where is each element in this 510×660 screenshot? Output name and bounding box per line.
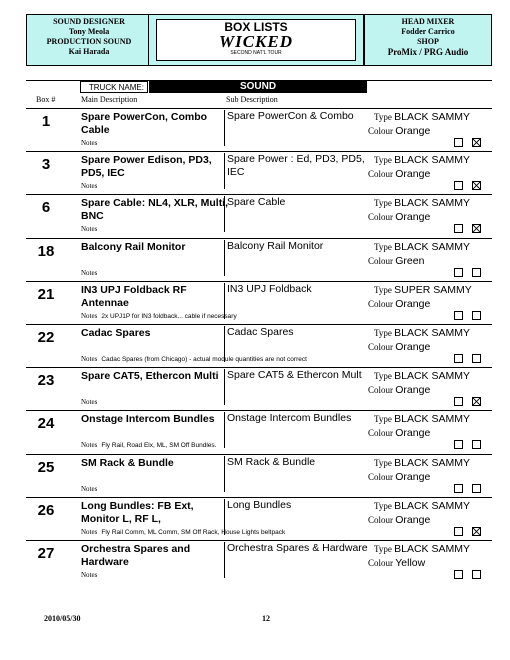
page-title: BOX LISTS xyxy=(224,20,288,34)
notes-text: Fly Rail Comm, ML Comm, SM Off Rack, House Lights beltpack xyxy=(101,528,286,536)
colour-label: Colour xyxy=(368,212,394,223)
main-description: IN3 UPJ Foldback RF Antennae xyxy=(81,283,187,309)
checkbox-left[interactable] xyxy=(454,354,463,363)
colour-label: Colour xyxy=(368,471,394,482)
type-field xyxy=(374,457,470,470)
colour-label: Colour xyxy=(368,428,394,439)
colour-field xyxy=(368,471,430,484)
type-label: Type xyxy=(374,198,392,209)
box-number: 1 xyxy=(41,113,51,130)
footer-date: 2010/05/30 xyxy=(44,614,81,623)
type-value: BLACK SAMMY xyxy=(394,543,470,555)
type-value: BLACK SAMMY xyxy=(394,413,470,426)
notes xyxy=(81,139,101,147)
main-description: Long Bundles: FB Ext, Monitor L, RF L, xyxy=(81,499,194,525)
main-description: SM Rack & Bundle xyxy=(81,456,174,469)
colour-value: Green xyxy=(395,254,425,267)
type-label: Type xyxy=(374,371,392,382)
type-label: Type xyxy=(374,284,392,295)
type-label: Type xyxy=(374,328,392,338)
notes xyxy=(81,269,101,277)
notes-label: Notes xyxy=(81,398,98,407)
type-label: Type xyxy=(374,457,392,468)
type-field xyxy=(374,111,470,124)
checkbox-left[interactable] xyxy=(454,570,463,579)
type-field xyxy=(374,284,472,297)
header-center-box xyxy=(148,14,364,66)
sound-designer-label: SOUND DESIGNER xyxy=(53,17,125,26)
checkbox-left[interactable] xyxy=(454,484,463,493)
colour-field xyxy=(368,341,430,354)
type-value: BLACK SAMMY xyxy=(394,197,470,210)
colour-value: Orange xyxy=(395,211,431,224)
sub-description: Orchestra Spares & Hardware xyxy=(224,542,375,578)
colour-field xyxy=(368,427,430,440)
checkbox-right[interactable] xyxy=(472,527,481,536)
notes-label: Notes xyxy=(81,484,98,493)
sound-designer-name: Tony Meola xyxy=(68,27,110,36)
notes-label: Notes xyxy=(81,311,98,320)
box-row xyxy=(26,540,492,583)
type-field xyxy=(374,413,470,426)
box-number: 6 xyxy=(41,199,51,217)
colour-field xyxy=(368,125,430,138)
box-row xyxy=(26,454,492,497)
type-value: BLACK SAMMY xyxy=(394,240,470,253)
colour-value: Yellow xyxy=(395,557,426,569)
box-number: 25 xyxy=(37,458,55,476)
checkbox-right[interactable] xyxy=(472,268,481,277)
truck-name-value: SOUND xyxy=(149,81,367,93)
notes xyxy=(81,571,101,579)
sub-description: IN3 UPJ Foldback xyxy=(224,283,375,319)
colour-label: Colour xyxy=(368,169,394,180)
box-row xyxy=(26,238,492,281)
col-box-number: Box # xyxy=(36,95,56,104)
checkbox-right[interactable] xyxy=(472,311,481,320)
main-description: Orchestra Spares and Hardware xyxy=(81,543,191,568)
type-value: BLACK SAMMY xyxy=(394,456,470,469)
checkbox-right[interactable] xyxy=(472,181,481,190)
col-sub-description: Sub Description xyxy=(226,95,278,104)
notes-text: 2x UPJ1P for IN3 foldback... cable if necessary xyxy=(101,312,237,320)
notes-label: Notes xyxy=(81,268,98,277)
colour-field xyxy=(368,168,430,181)
box-number: 24 xyxy=(37,415,55,433)
sub-description: Onstage Intercom Bundles xyxy=(224,412,375,448)
type-field xyxy=(374,241,470,254)
box-row xyxy=(26,281,492,324)
colour-value: Orange xyxy=(395,427,431,440)
colour-value: Orange xyxy=(395,168,431,181)
type-value: BLACK SAMMY xyxy=(394,370,470,383)
colour-label: Colour xyxy=(368,514,394,525)
checkbox-right[interactable] xyxy=(472,484,481,493)
checkbox-right[interactable] xyxy=(472,570,481,579)
colour-label: Colour xyxy=(368,255,394,266)
type-field xyxy=(374,543,470,556)
box-number: 22 xyxy=(37,329,55,346)
type-label: Type xyxy=(374,241,392,252)
colour-field xyxy=(368,384,430,397)
sub-description: Spare PowerCon & Combo xyxy=(224,110,375,146)
colour-label: Colour xyxy=(368,298,394,309)
notes xyxy=(81,398,101,406)
type-field xyxy=(374,154,470,167)
type-label: Type xyxy=(374,500,392,511)
box-number: 21 xyxy=(37,285,55,303)
box-row xyxy=(26,194,492,237)
colour-label: Colour xyxy=(368,558,394,568)
colour-value: Orange xyxy=(395,341,431,353)
type-value: BLACK SAMMY xyxy=(394,111,470,123)
notes-text: Fly Rail, Road Elx, ML, SM Off Bundles. xyxy=(101,442,217,450)
box-row xyxy=(26,324,492,367)
notes-label: Notes xyxy=(81,441,98,450)
notes-label: Notes xyxy=(81,527,98,536)
notes-label: Notes xyxy=(81,355,98,363)
box-row xyxy=(26,410,492,453)
sub-description: Long Bundles xyxy=(224,499,375,535)
sub-description: Spare Power : Ed, PD3, PD5, IEC xyxy=(224,153,375,189)
sub-description: Cadac Spares xyxy=(224,326,375,362)
colour-value: Orange xyxy=(395,384,431,397)
type-field xyxy=(374,327,470,340)
box-number: 27 xyxy=(37,545,55,562)
box-row xyxy=(26,108,492,151)
checkbox-right[interactable] xyxy=(472,224,481,233)
notes-label: Notes xyxy=(81,571,98,579)
colour-value: Orange xyxy=(395,125,431,137)
box-number: 18 xyxy=(37,242,55,260)
colour-value: Orange xyxy=(395,513,431,526)
checkbox-right[interactable] xyxy=(472,354,481,363)
shop-label: SHOP xyxy=(417,37,439,46)
notes xyxy=(81,312,237,320)
checkbox-left[interactable] xyxy=(454,527,463,536)
colour-value: Orange xyxy=(395,470,431,483)
check-x-icon xyxy=(473,398,480,405)
head-mixer-label: HEAD MIXER xyxy=(401,17,455,26)
checkbox-left[interactable] xyxy=(454,181,463,190)
main-description: Onstage Intercom Bundles xyxy=(81,413,215,426)
type-value: SUPER SAMMY xyxy=(394,283,472,296)
production-sound-label: PRODUCTION SOUND xyxy=(46,37,132,46)
notes xyxy=(81,528,285,536)
colour-field xyxy=(368,557,425,570)
type-field xyxy=(374,500,470,513)
sub-description: SM Rack & Bundle xyxy=(224,456,375,492)
type-field xyxy=(374,370,470,383)
box-number: 23 xyxy=(37,372,55,390)
checkbox-left[interactable] xyxy=(454,268,463,277)
production-sound-name: Kai Harada xyxy=(68,47,110,56)
header-left-box xyxy=(26,14,152,66)
show-logo: WICKED xyxy=(218,32,294,51)
main-description: Balcony Rail Monitor xyxy=(81,240,186,253)
check-x-icon xyxy=(473,225,480,232)
type-value: BLACK SAMMY xyxy=(394,499,470,512)
main-description: Spare PowerCon, Combo Cable xyxy=(81,111,208,136)
show-tagline: SECOND NAT'L TOUR xyxy=(230,50,282,56)
box-row xyxy=(26,151,492,194)
box-row xyxy=(26,497,492,540)
checkbox-left[interactable] xyxy=(454,397,463,406)
notes xyxy=(81,182,101,190)
colour-label: Colour xyxy=(368,342,394,352)
notes xyxy=(81,485,101,493)
colour-field xyxy=(368,211,430,224)
check-x-icon xyxy=(473,528,480,535)
type-label: Type xyxy=(374,112,392,122)
colour-field xyxy=(368,255,424,268)
notes-label: Notes xyxy=(81,139,98,147)
checkbox-right[interactable] xyxy=(472,440,481,449)
shop-name: ProMix / PRG Audio xyxy=(387,47,469,57)
col-main-description: Main Description xyxy=(81,95,138,104)
checkbox-left[interactable] xyxy=(454,311,463,320)
box-number: 26 xyxy=(37,501,55,519)
notes-label: Notes xyxy=(81,182,98,191)
checkbox-left[interactable] xyxy=(454,138,463,147)
main-description: Spare CAT5, Ethercon Multi xyxy=(81,370,219,383)
colour-field xyxy=(368,298,430,311)
main-description: Cadac Spares xyxy=(81,327,151,339)
header-right-box xyxy=(364,14,492,66)
checkbox-right[interactable] xyxy=(472,138,481,147)
checkbox-left[interactable] xyxy=(454,440,463,449)
head-mixer-name: Fodder Carrico xyxy=(401,27,455,36)
box-number: 3 xyxy=(41,156,51,174)
truck-name-label: TRUCK NAME: xyxy=(80,81,148,93)
main-description: Spare Power Edison, PD3, PD5, IEC xyxy=(81,154,212,180)
page-number: 12 xyxy=(262,614,270,623)
box-row xyxy=(26,367,492,410)
type-value: BLACK SAMMY xyxy=(394,327,470,339)
type-value: BLACK SAMMY xyxy=(394,154,470,167)
notes-text: Cadac Spares (from Chicago) - actual module quantities are not correct xyxy=(101,356,307,363)
title-panel xyxy=(156,19,356,61)
colour-field xyxy=(368,514,430,527)
check-x-icon xyxy=(473,182,480,189)
checkbox-right[interactable] xyxy=(472,397,481,406)
colour-label: Colour xyxy=(368,385,394,396)
notes xyxy=(81,441,216,449)
type-label: Type xyxy=(374,155,392,166)
check-x-icon xyxy=(473,139,480,146)
main-description: Spare Cable: NL4, XLR, Multi, BNC xyxy=(81,197,229,223)
type-label: Type xyxy=(374,414,392,425)
type-label: Type xyxy=(374,544,392,554)
colour-value: Orange xyxy=(395,297,431,310)
notes xyxy=(81,355,307,363)
notes xyxy=(81,225,101,233)
sub-description: Spare Cable xyxy=(224,196,375,232)
notes-label: Notes xyxy=(81,225,98,234)
checkbox-left[interactable] xyxy=(454,224,463,233)
sub-description: Spare CAT5 & Ethercon Mult xyxy=(224,369,375,405)
sub-description: Balcony Rail Monitor xyxy=(224,240,375,276)
colour-label: Colour xyxy=(368,126,394,136)
type-field xyxy=(374,197,470,210)
